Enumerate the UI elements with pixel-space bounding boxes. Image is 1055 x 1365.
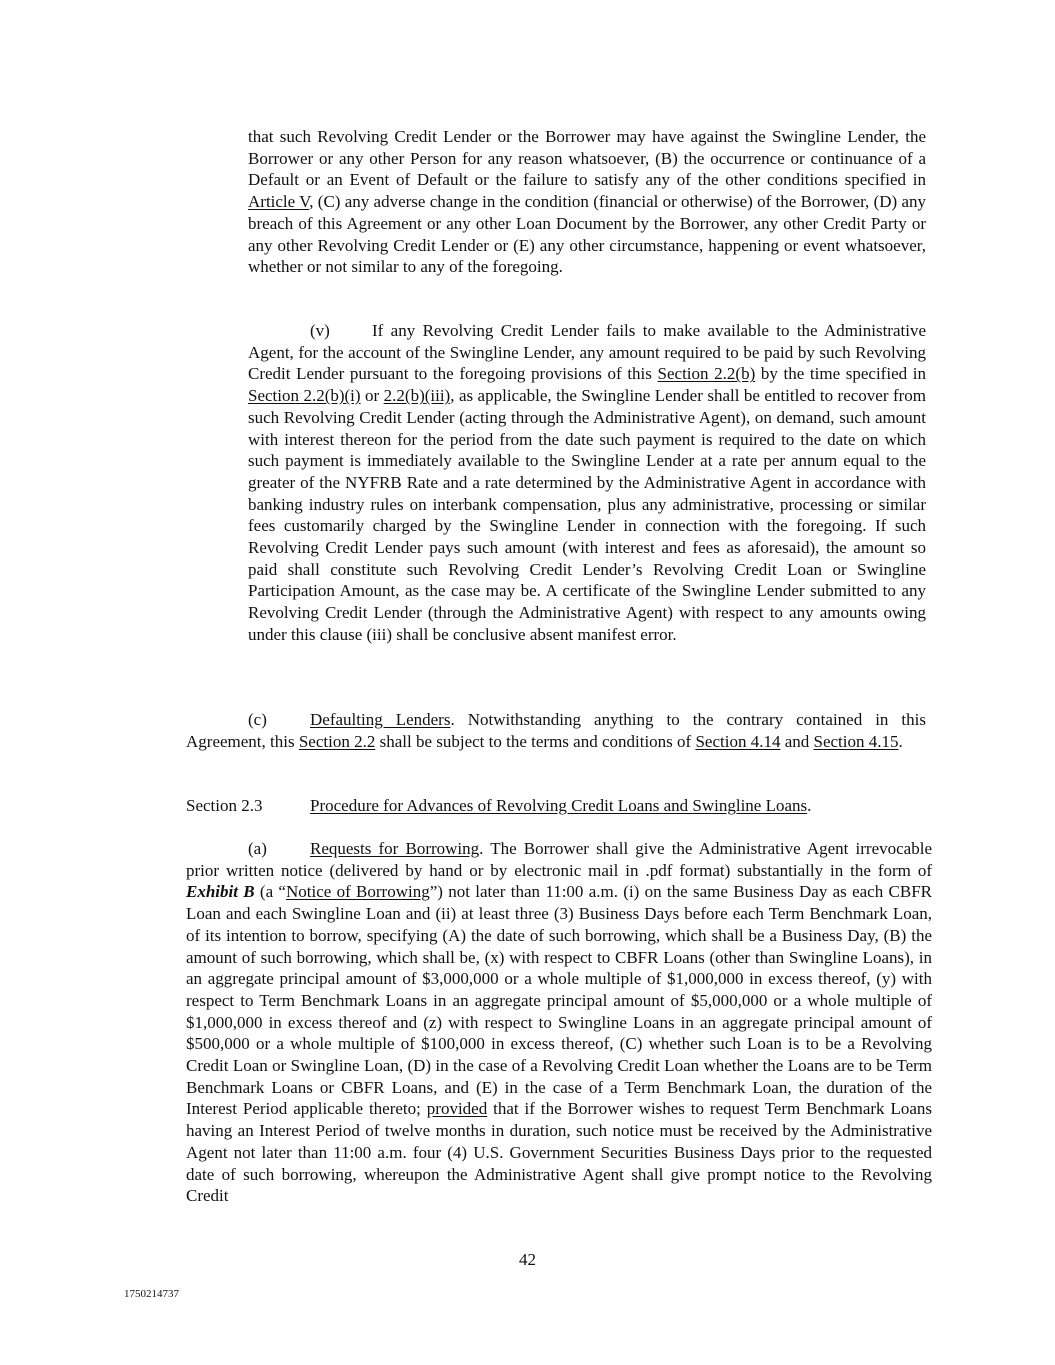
text-run: shall be subject to the terms and conditions of [375, 731, 696, 751]
clause-heading: Defaulting Lenders [310, 710, 451, 729]
cross-reference-section-4-14: Section 4.14 [695, 731, 781, 751]
document-id: 1750214737 [124, 1288, 179, 1300]
paragraph-v [248, 320, 926, 646]
text-run: (a “ [254, 882, 286, 902]
text-run: ”) not later than 11:00 a.m. (i) on the same Business Day as each CBFR Loan and each Swingline Loan and (ii) at least three (3) Business Days before each Term Benchmark Loan, of its intention to borrow, specifying (A) the date of such borrowing, which shall be a Business Day, (B) the amount of such borrowing, which shall be, (x) with respect to CBFR Loans (other than Swingline Loans), in an aggregate principal amount of $3,000,000 or a whole multiple of $1,000,000 in excess thereof, (y) with respect to Term Benchmark Loans in an aggregate principal amount of $5,000,000 or a whole multiple of $1,000,000 in excess thereof and (z) with respect to Swingline Loans in an aggregate principal amount of $500,000 or a whole multiple of $100,000 in excess thereof, (C) whether such Loan is to be a Revolving Credit Loan or Swingline Loan, (D) in the case of a Revolving Credit Loan whether the Loans are to be Term Benchmark Loans or CBFR Loans, and (E) in the case of a Term Benchmark Loan, the duration of the Interest Period applicable thereto; [186, 882, 932, 1119]
defined-term-notice-of-borrowing: Notice of Borrowing [285, 882, 430, 902]
clause-heading: Requests for Borrowing [310, 839, 480, 858]
paragraph-c [186, 709, 926, 752]
text-run: , as applicable, the Swingline Lender shall be entitled to recover from such Revolving Credit Lender (acting through the Administrative Agent), on demand, such amount with interest thereon for the period from the date such payment is required to the date on which such payment is immediately available to the Swingline Lender at a rate per annum equal to the greater of the NYFRB Rate and a rate determined by the Administrative Agent in accordance with banking industry rules on interbank compensation, plus any administrative, processing or similar fees customarily charged by the Swingline Lender in connection with the foregoing. If such Revolving Credit Lender pays such amount (with interest and fees as aforesaid), the amount so paid shall constitute such Revolving Credit Lender’s Revolving Credit Loan or Swingline Participation Amount, as the case may be. A certificate of the Swingline Lender submitted to any Revolving Credit Lender (through the Administrative Agent) with respect to any amounts owing under this clause (iii) shall be conclusive absent manifest error. [248, 386, 926, 644]
text-run: . [898, 731, 903, 751]
section-number: Section 2.3 [186, 796, 263, 815]
clause-label: (v) [310, 321, 330, 340]
text-run: . Notwithstanding anything to the contrary contained in this Agreement, this [186, 710, 926, 751]
text-run: . The Borrower shall give the Administrative Agent irrevocable prior written notice (delivered by hand or by electronic mail in .pdf format) substantially in the form of [186, 839, 932, 880]
text-run: that if the Borrower wishes to request Term Benchmark Loans having an Interest Period of twelve months in duration, such notice must be received by the Administrative Agent not later than 11:00 a.m. four (4) U.S. Government Securities Business Days prior to the requested date of such borrowing, whereupon the Administrative Agent shall give prompt notice to the Revolving Credit [186, 1099, 932, 1206]
paragraph-a [186, 838, 932, 1207]
clause-label: (c) [248, 710, 267, 729]
text-run: If any Revolving Credit Lender fails to make available to the Administrative Agent, for the account of the Swingline Lender, any amount required to be paid by such Revolving Credit Lender pursuant to the foregoing provisions of this [248, 321, 926, 384]
text-run: , (C) any adverse change in the condition (financial or otherwise) of the Borrower, (D) any breach of this Agreement or any other Loan Document by the Borrower, any other Credit Party or any other Revolving Credit Lender or (E) any other circumstance, happening or event whatsoever, whether or not similar to any of the foregoing. [248, 192, 926, 277]
clause-label: (a) [248, 839, 267, 858]
section-2-3-heading [186, 795, 926, 817]
page-number: 42 [519, 1250, 536, 1269]
cross-reference-section-2-2-b: Section 2.2(b) [657, 364, 756, 384]
cross-reference-2-2-b-iii: 2.2(b)(iii) [383, 386, 451, 406]
exhibit-reference: Exhibit B [186, 882, 255, 902]
text-run: . [807, 796, 812, 815]
text-run: that such Revolving Credit Lender or the Borrower may have against the Swingline Lender, the Borrower or any other Person for any reason whatsoever, (B) the occurrence or continuance of a Default or an Event of Default or the failure to satisfy any of the other conditions specified in [248, 127, 926, 190]
paragraph-iv-continuation [248, 126, 926, 278]
cross-reference-section-4-15: Section 4.15 [813, 731, 899, 751]
section-title: Procedure for Advances of Revolving Credit Loans and Swingline Loans [310, 796, 808, 815]
text-run: by the time specified in [755, 364, 926, 384]
cross-reference-section-2-2: Section 2.2 [298, 731, 376, 751]
cross-reference-section-2-2-b-i: Section 2.2(b)(i) [248, 386, 361, 406]
text-run: or [360, 386, 384, 406]
proviso-term: provided [426, 1099, 488, 1119]
text-run: and [780, 731, 814, 751]
cross-reference-article-v: Article V [248, 192, 310, 212]
